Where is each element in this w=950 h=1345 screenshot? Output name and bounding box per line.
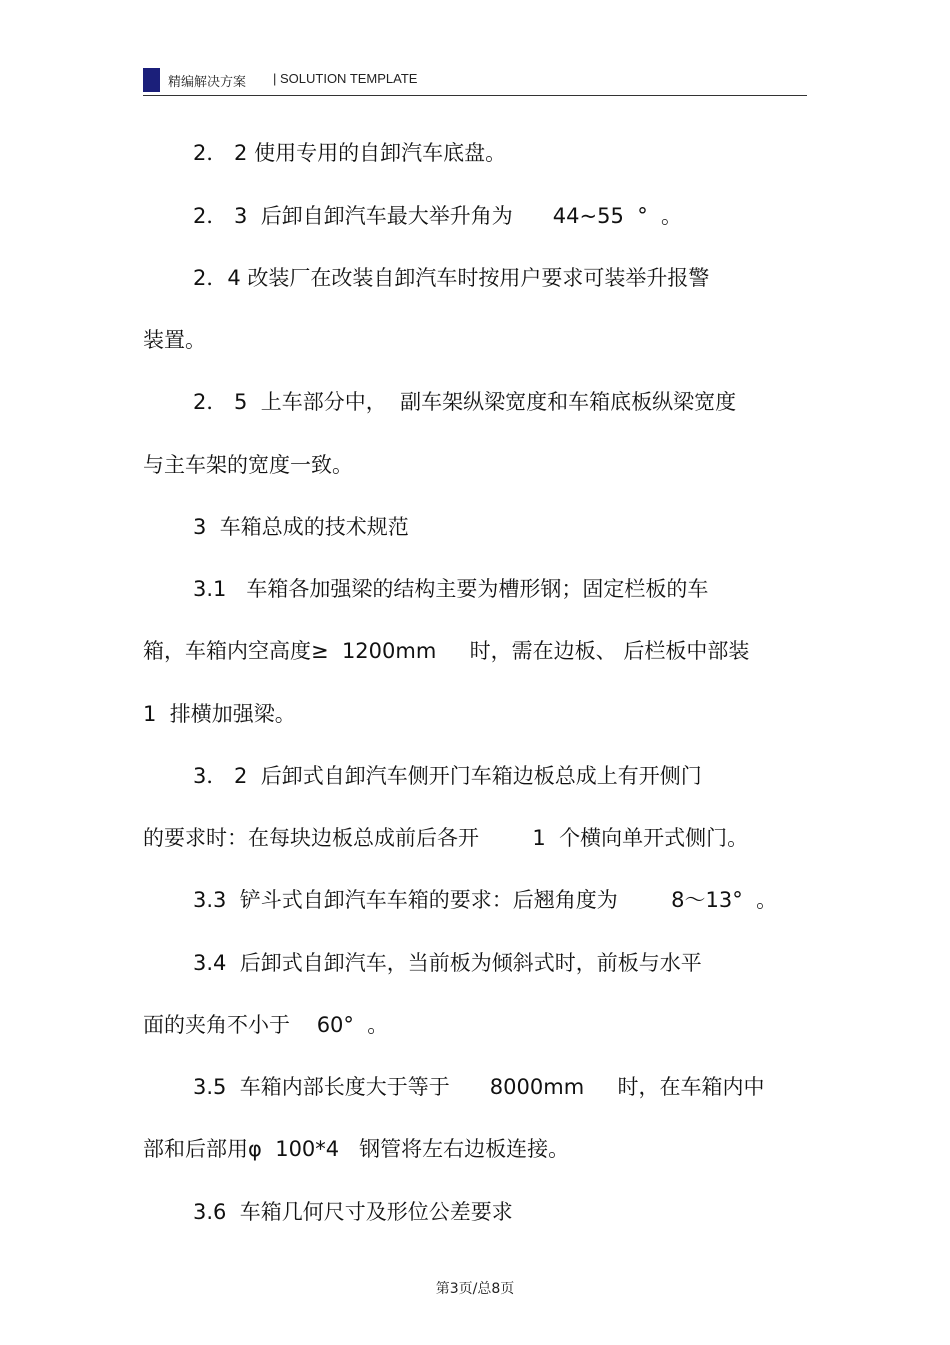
body-line: 2． 2 使用专用的自卸汽车底盘。 [193, 141, 507, 165]
body-line: 3.3 铲斗式自卸汽车车箱的要求：后翘角度为 8～13° 。 [193, 888, 778, 912]
header-divider [143, 95, 807, 96]
body-line: 的要求时：在每块边板总成前后各开 1 个横向单开式侧门。 [143, 826, 749, 850]
page-indicator: 第3页/总8页 [435, 1281, 515, 1297]
page-header [143, 64, 807, 96]
body-line: 3.4 后卸式自卸汽车，当前板为倾斜式时，前板与水平 [193, 951, 702, 975]
body-line: 3． 2 后卸式自卸汽车侧开门车箱边板总成上有开侧门 [193, 764, 702, 788]
body-line: 2．4 改装厂在改装自卸汽车时按用户要求可装举升报警 [193, 266, 710, 290]
header-brand: 精编解决方案 [168, 75, 247, 90]
body-line: 面的夹角不小于 60° 。 [143, 1013, 389, 1037]
body-line: 2． 3 后卸自卸汽车最大举升角为 44~55 ° 。 [193, 204, 683, 228]
body-line: 箱，车箱内空高度≥ 1200mm 时，需在边板、 后栏板中部装 [143, 639, 750, 663]
body-line: 2． 5 上车部分中， 副车架纵梁宽度和车箱底板纵梁宽度 [193, 390, 737, 414]
body-line: 部和后部用φ 100*4 钢管将左右边板连接。 [143, 1137, 570, 1161]
body-line: 与主车架的宽度一致。 [143, 453, 353, 477]
logo-icon [143, 68, 160, 92]
body-line: 3.1 车箱各加强梁的结构主要为槽形钢；固定栏板的车 [193, 577, 709, 601]
section-heading: 3 车箱总成的技术规范 [193, 515, 409, 539]
body-line: 3.6 车箱几何尺寸及形位公差要求 [193, 1200, 513, 1224]
header-subtitle: | SOLUTION TEMPLATE [273, 71, 418, 86]
body-line: 装置。 [143, 328, 206, 352]
body-line: 1 排横加强梁。 [143, 702, 296, 726]
body-line: 3.5 车箱内部长度大于等于 8000mm 时，在车箱内中 [193, 1075, 765, 1099]
